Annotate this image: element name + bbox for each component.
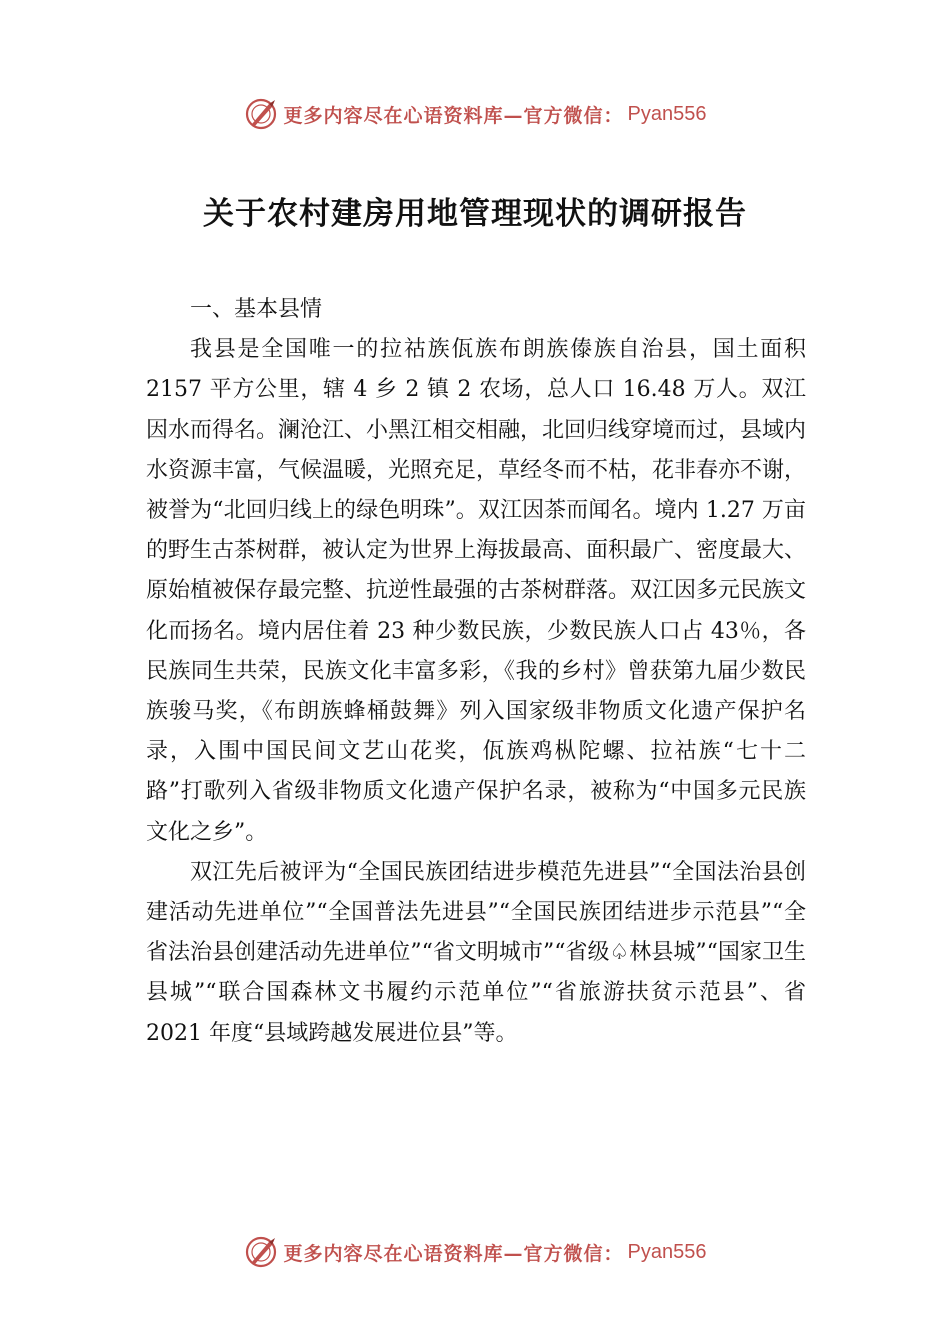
footer-banner — [0, 1232, 950, 1272]
quill-seal-icon — [244, 1235, 278, 1269]
body-paragraph: 我县是全国唯一的拉祜族佤族布朗族傣族自治县，国土面积 2157 平方公里，辖 4 乡 2 镇 2 农场，总人口 16.48 万人。双江因水而得名。澜沧江、小黑江相交相融，北回归线穿境而过，县域内水资源丰富，气候温暖，光照充足，草经冬而不枯，花非春亦不谢，被誉为“北回归线上的绿色明珠”。双江因茶而闻名。境内 1.27 万亩的野生古茶树群，被认定为世界上海拔最高、面积最广、密度最大、原始植被保存最完整、抗逆性最强的古茶树群落。双江因多元民族文化而扬名。境内居住着 23 种少数民族，少数民族人口占 43％，各民族同生共荣，民族文化丰富多彩，《我的乡村》曾获第九届少数民族骏马奖，《布朗族蜂桶鼓舞》列入国家级非物质文化遗产保护名录，入围中国民间文艺山花奖，佤族鸡枞陀螺、拉祜族“七十二路”打歌列入省级非物质文化遗产保护名录，被称为“中国多元民族文化之乡”。 — [146, 337, 807, 845]
wechat-id: Pyan556 — [627, 1240, 707, 1263]
body-paragraph: 双江先后被评为“全国民族团结进步模范先进县”“全国法治县创建活动先进单位”“全国普法先进县”“全国民族团结进步示范县”“全省法治县创建活动先进单位”“省文明城市”“省级♤林县城”“国家卫生县城”“联合国森林文书履约示范单位”“省旅游扶贫示范县”、省 2021 年度“县域跨越发展进位县”等。 — [146, 859, 807, 1046]
banner-text: 更多内容尽在心语资料库—官方微信： — [283, 104, 624, 127]
document-body — [146, 290, 806, 1054]
banner-text: 更多内容尽在心语资料库—官方微信： — [283, 1242, 624, 1265]
section-heading: 一、基本县情 — [190, 297, 323, 322]
quill-seal-icon — [244, 97, 278, 131]
document-title: 关于农村建房用地管理现状的调研报告 — [203, 196, 747, 232]
header-banner — [0, 94, 950, 134]
wechat-id: Pyan556 — [627, 102, 707, 125]
